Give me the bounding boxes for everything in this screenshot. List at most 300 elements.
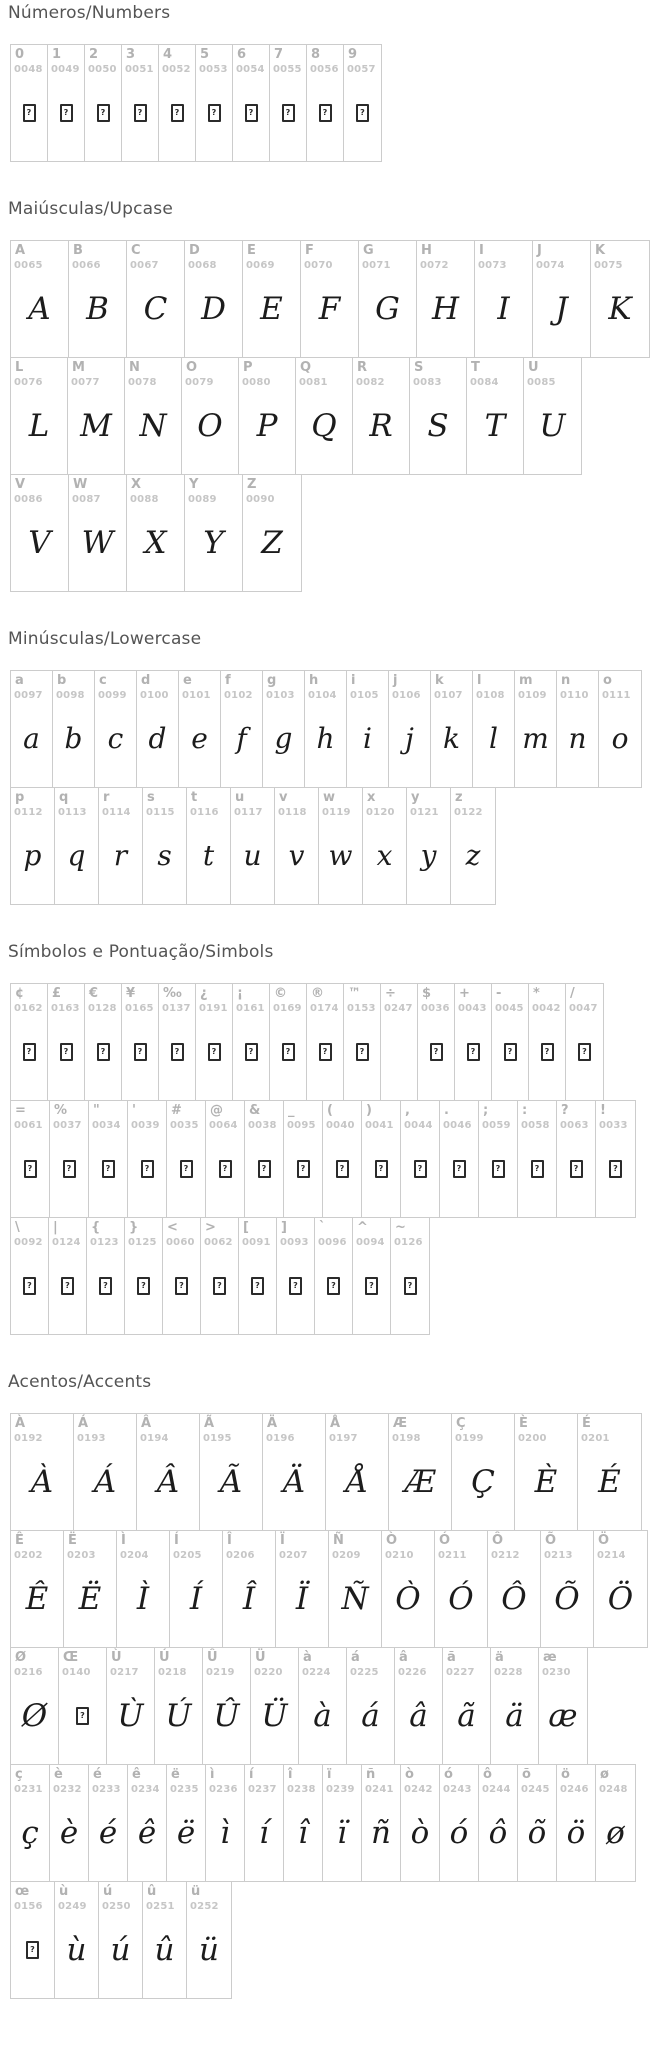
char-label: Ø xyxy=(15,1650,27,1665)
glyph-area xyxy=(196,75,232,161)
char-cell xyxy=(362,1765,401,1881)
char-label: ì xyxy=(210,1767,215,1782)
char-cell xyxy=(125,1218,163,1334)
char-label: U xyxy=(528,360,539,375)
char-code: 0070 xyxy=(304,259,333,271)
char-label: ü xyxy=(191,1884,201,1899)
script-glyph: W xyxy=(81,524,114,561)
char-code: 0100 xyxy=(140,689,169,701)
char-cell xyxy=(11,1218,49,1334)
char-label: Æ xyxy=(393,1416,408,1431)
glyph-area xyxy=(395,1678,442,1764)
char-code: 0250 xyxy=(102,1900,131,1912)
char-cell xyxy=(143,1882,187,1998)
char-code: 0194 xyxy=(140,1432,169,1444)
char-label: È xyxy=(519,1416,528,1431)
glyph-area xyxy=(245,1131,283,1217)
char-cell xyxy=(299,1648,347,1764)
script-glyph: I xyxy=(497,290,510,327)
glyph-area xyxy=(479,1795,517,1881)
script-glyph: i xyxy=(363,722,372,756)
char-cell xyxy=(276,1531,329,1647)
glyph-area xyxy=(323,1795,361,1881)
char-label: 1 xyxy=(52,47,62,62)
glyph-area xyxy=(418,1014,454,1100)
char-label: Ñ xyxy=(333,1533,344,1548)
section-title-lowercase: Minúsculas/Lowercase xyxy=(8,629,202,649)
char-cell xyxy=(407,788,451,904)
missing-glyph-box-icon: ? xyxy=(453,1160,466,1178)
char-code: 0110 xyxy=(560,689,589,701)
char-code: 0056 xyxy=(310,63,339,75)
char-cell xyxy=(11,1648,59,1764)
missing-glyph-box-icon: ? xyxy=(504,1043,517,1061)
script-glyph: e xyxy=(191,722,208,756)
script-glyph: X xyxy=(144,524,167,561)
missing-glyph-box-icon: ? xyxy=(76,1707,89,1725)
char-code: 0108 xyxy=(476,689,505,701)
char-label: $ xyxy=(422,986,432,1001)
glyph-area xyxy=(179,701,220,787)
script-glyph: Õ xyxy=(554,1580,580,1617)
missing-glyph-box-icon: ? xyxy=(23,1277,36,1295)
glyph-area xyxy=(99,1912,142,1998)
char-cell xyxy=(594,1531,647,1647)
glyph-area xyxy=(467,388,523,474)
char-label: q xyxy=(59,790,69,805)
char-cell xyxy=(475,241,533,357)
char-label: Z xyxy=(247,477,257,492)
char-label: K xyxy=(595,243,606,258)
glyph-area xyxy=(578,1444,641,1530)
char-label: F xyxy=(305,243,314,258)
char-cell xyxy=(11,1531,64,1647)
glyph-area xyxy=(99,818,142,904)
char-cell xyxy=(99,1882,143,1998)
glyph-area xyxy=(231,818,274,904)
glyph-area xyxy=(251,1678,298,1764)
char-label: í xyxy=(249,1767,254,1782)
section-lowercase xyxy=(10,629,661,905)
char-label: p xyxy=(15,790,25,805)
char-label: 5 xyxy=(200,47,210,62)
char-cell xyxy=(524,358,581,474)
char-cell xyxy=(401,1765,440,1881)
char-cell xyxy=(344,984,381,1100)
char-cell xyxy=(599,671,641,787)
glyph-area xyxy=(431,701,472,787)
script-glyph: Ô xyxy=(501,1580,527,1617)
script-glyph: n xyxy=(568,722,587,756)
glyph-area xyxy=(276,1561,328,1647)
char-code: 0220 xyxy=(254,1666,283,1678)
char-code: 0051 xyxy=(125,63,154,75)
script-glyph: P xyxy=(256,407,278,444)
char-label: I xyxy=(479,243,484,258)
char-code: 0202 xyxy=(14,1549,43,1561)
char-code: 0114 xyxy=(102,806,131,818)
char-label: @ xyxy=(210,1103,223,1118)
glyph-area xyxy=(541,1561,593,1647)
char-cell xyxy=(69,241,127,357)
glyph-area xyxy=(203,1678,250,1764)
char-cell xyxy=(127,241,185,357)
char-cell xyxy=(418,984,455,1100)
glyph-area xyxy=(185,271,242,357)
char-code: 0067 xyxy=(130,259,159,271)
char-code: 0243 xyxy=(443,1783,472,1795)
script-glyph: L xyxy=(28,407,50,444)
glyph-area xyxy=(382,1561,434,1647)
char-label: Å xyxy=(330,1416,341,1431)
char-cell xyxy=(11,788,55,904)
char-label: ã xyxy=(447,1650,456,1665)
glyph-area xyxy=(117,1561,169,1647)
char-label: Û xyxy=(207,1650,218,1665)
char-code: 0205 xyxy=(173,1549,202,1561)
char-code: 0230 xyxy=(542,1666,571,1678)
char-code: 0236 xyxy=(209,1783,238,1795)
missing-glyph-box-icon: ? xyxy=(541,1043,554,1061)
missing-glyph-box-icon: ? xyxy=(578,1043,591,1061)
char-table-symbols xyxy=(10,983,661,1335)
char-code: 0064 xyxy=(209,1119,238,1131)
char-cell xyxy=(431,671,473,787)
glyph-area xyxy=(451,818,495,904)
char-code: 0065 xyxy=(14,259,43,271)
char-cell xyxy=(435,1531,488,1647)
script-glyph: è xyxy=(59,1814,79,1851)
char-label: < xyxy=(167,1220,178,1235)
char-label: 3 xyxy=(126,47,136,62)
char-label: ñ xyxy=(366,1767,376,1782)
char-cell xyxy=(243,241,301,357)
script-glyph: N xyxy=(139,407,167,444)
char-label: á xyxy=(351,1650,360,1665)
script-glyph: Ø xyxy=(21,1697,48,1734)
missing-glyph-box-icon: ? xyxy=(180,1160,193,1178)
missing-glyph-box-icon: ? xyxy=(289,1277,302,1295)
char-code: 0227 xyxy=(446,1666,475,1678)
glyph-area xyxy=(87,1248,124,1334)
glyph-area xyxy=(296,388,352,474)
char-label: % xyxy=(54,1103,68,1118)
char-code: 0094 xyxy=(356,1236,385,1248)
char-code: 0245 xyxy=(521,1783,550,1795)
char-cell xyxy=(95,671,137,787)
glyph-area xyxy=(347,1678,394,1764)
char-label: ê xyxy=(132,1767,141,1782)
char-cell xyxy=(353,358,410,474)
char-cell xyxy=(85,45,122,161)
char-cell xyxy=(533,241,591,357)
char-cell xyxy=(11,475,69,591)
char-cell xyxy=(296,358,353,474)
char-label: ú xyxy=(103,1884,113,1899)
glyph-area xyxy=(69,505,126,591)
char-label: Ù xyxy=(111,1650,122,1665)
char-label: Y xyxy=(189,477,199,492)
char-label: ö xyxy=(561,1767,570,1782)
char-label: } xyxy=(129,1220,139,1235)
char-code: 0206 xyxy=(226,1549,255,1561)
char-code: 0089 xyxy=(188,493,217,505)
char-label: Ë xyxy=(68,1533,77,1548)
char-label: ; xyxy=(483,1103,489,1118)
char-code: 0234 xyxy=(131,1783,160,1795)
glyph-area xyxy=(323,1131,361,1217)
script-glyph: é xyxy=(98,1814,118,1851)
char-label: © xyxy=(274,986,287,1001)
char-code: 0079 xyxy=(185,376,214,388)
char-code: 0192 xyxy=(14,1432,43,1444)
glyph-area xyxy=(127,271,184,357)
char-label: > xyxy=(205,1220,216,1235)
missing-glyph-box-icon: ? xyxy=(319,1043,332,1061)
glyph-area xyxy=(243,271,300,357)
char-cell xyxy=(50,1101,89,1217)
char-label: \ xyxy=(15,1220,20,1235)
char-label: € xyxy=(89,986,99,1001)
missing-glyph-box-icon: ? xyxy=(609,1160,622,1178)
char-code: 0123 xyxy=(90,1236,119,1248)
missing-glyph-box-icon: ? xyxy=(171,104,184,122)
glyph-area xyxy=(305,701,346,787)
script-glyph: ó xyxy=(449,1814,469,1851)
glyph-area xyxy=(299,1678,346,1764)
char-cell xyxy=(382,1531,435,1647)
char-code: 0247 xyxy=(384,1002,413,1014)
glyph-area xyxy=(440,1131,478,1217)
script-glyph: â xyxy=(409,1697,428,1734)
glyph-area xyxy=(50,1131,88,1217)
char-label: Ä xyxy=(267,1416,278,1431)
char-code: 0196 xyxy=(266,1432,295,1444)
char-label: Á xyxy=(78,1416,89,1431)
char-label: à xyxy=(303,1650,312,1665)
char-code: 0092 xyxy=(14,1236,43,1248)
char-label: é xyxy=(93,1767,102,1782)
script-glyph: j xyxy=(405,722,414,756)
script-glyph: ä xyxy=(505,1697,524,1734)
script-glyph: x xyxy=(376,839,393,873)
char-cell xyxy=(443,1648,491,1764)
char-code: 0050 xyxy=(88,63,117,75)
glyph-area xyxy=(381,1014,417,1100)
missing-glyph-box-icon: ? xyxy=(23,1043,36,1061)
char-label: Î xyxy=(227,1533,232,1548)
char-code: 0053 xyxy=(199,63,228,75)
char-code: 0239 xyxy=(326,1783,355,1795)
char-code: 0038 xyxy=(248,1119,277,1131)
script-glyph: á xyxy=(361,1697,380,1734)
script-glyph: A xyxy=(28,290,51,327)
char-code: 0231 xyxy=(14,1783,43,1795)
glyph-area xyxy=(11,1444,73,1530)
char-label: X xyxy=(131,477,142,492)
glyph-area xyxy=(443,1678,490,1764)
glyph-area xyxy=(48,1014,84,1100)
char-label: Ã xyxy=(204,1416,215,1431)
char-label: T xyxy=(471,360,480,375)
char-cell xyxy=(389,1414,452,1530)
script-glyph: Ç xyxy=(471,1463,495,1500)
script-glyph: õ xyxy=(527,1814,547,1851)
char-label: G xyxy=(363,243,374,258)
char-code: 0246 xyxy=(560,1783,589,1795)
char-cell xyxy=(391,1218,429,1334)
char-cell xyxy=(307,45,344,161)
char-cell xyxy=(85,984,122,1100)
script-glyph: b xyxy=(64,722,83,756)
char-code: 0071 xyxy=(362,259,391,271)
char-code: 0081 xyxy=(299,376,328,388)
glyph-area xyxy=(245,1795,283,1881)
char-code: 0212 xyxy=(491,1549,520,1561)
char-code: 0251 xyxy=(146,1900,175,1912)
char-cell xyxy=(233,45,270,161)
char-cell xyxy=(353,1218,391,1334)
char-cell xyxy=(59,1648,107,1764)
char-code: 0219 xyxy=(206,1666,235,1678)
script-glyph: G xyxy=(375,290,400,327)
char-code: 0204 xyxy=(120,1549,149,1561)
missing-glyph-box-icon: ? xyxy=(141,1160,154,1178)
char-cell xyxy=(201,1218,239,1334)
missing-glyph-box-icon: ? xyxy=(60,1043,73,1061)
glyph-area xyxy=(11,818,54,904)
char-code: 0218 xyxy=(158,1666,187,1678)
char-cell xyxy=(452,1414,515,1530)
script-glyph: R xyxy=(369,407,393,444)
char-label: Ú xyxy=(159,1650,170,1665)
char-label: ^ xyxy=(357,1220,368,1235)
char-label: o xyxy=(603,673,612,688)
script-glyph: î xyxy=(298,1814,308,1851)
char-label: ¢ xyxy=(15,986,25,1001)
char-label: õ xyxy=(522,1767,531,1782)
char-code: 0098 xyxy=(56,689,85,701)
char-label: 9 xyxy=(348,47,358,62)
script-glyph: h xyxy=(316,722,335,756)
script-glyph: Ü xyxy=(261,1697,288,1734)
section-upcase xyxy=(10,199,661,592)
glyph-area xyxy=(11,271,68,357)
glyph-area xyxy=(515,701,556,787)
section-numbers xyxy=(10,3,661,162)
char-code: 0128 xyxy=(88,1002,117,1014)
char-cell xyxy=(50,1765,89,1881)
char-cell xyxy=(185,475,243,591)
glyph-area xyxy=(410,388,466,474)
char-table-upcase xyxy=(10,240,661,592)
glyph-area xyxy=(11,1795,49,1881)
glyph-area xyxy=(270,75,306,161)
script-glyph: ì xyxy=(220,1814,230,1851)
glyph-area xyxy=(515,1444,577,1530)
glyph-area xyxy=(89,1795,127,1881)
char-label: H xyxy=(421,243,432,258)
glyph-area xyxy=(11,1014,47,1100)
char-label: V xyxy=(15,477,26,492)
glyph-area xyxy=(137,701,178,787)
char-label: r xyxy=(103,790,110,805)
char-code: 0137 xyxy=(162,1002,191,1014)
glyph-area xyxy=(11,1678,58,1764)
glyph-area xyxy=(122,75,158,161)
glyph-area xyxy=(239,1248,276,1334)
glyph-area xyxy=(11,1131,49,1217)
script-glyph: ë xyxy=(176,1814,196,1851)
char-cell xyxy=(137,671,179,787)
char-label: C xyxy=(131,243,141,258)
char-cell xyxy=(11,241,69,357)
script-glyph: û xyxy=(154,1931,175,1968)
section-title-numbers: Números/Numbers xyxy=(8,3,171,23)
glyph-area xyxy=(362,1795,400,1881)
glyph-area xyxy=(55,818,98,904)
script-glyph: Î xyxy=(242,1580,256,1617)
glyph-area xyxy=(159,75,195,161)
char-code: 0035 xyxy=(170,1119,199,1131)
char-code: 0121 xyxy=(410,806,439,818)
char-label: ÷ xyxy=(385,986,396,1001)
char-code: 0107 xyxy=(434,689,463,701)
char-code: 0078 xyxy=(128,376,157,388)
char-code: 0072 xyxy=(420,259,449,271)
char-label: N xyxy=(129,360,140,375)
char-code: 0248 xyxy=(599,1783,628,1795)
char-cell xyxy=(451,788,495,904)
char-label: ® xyxy=(311,986,324,1001)
section-title-symbols: Símbolos e Pontuação/Simbols xyxy=(8,942,274,962)
char-code: 0162 xyxy=(14,1002,43,1014)
char-label: { xyxy=(91,1220,101,1235)
glyph-area xyxy=(185,505,242,591)
char-cell xyxy=(223,1531,276,1647)
char-code: 0211 xyxy=(438,1549,467,1561)
char-label: ( xyxy=(327,1103,333,1118)
char-label: Ò xyxy=(386,1533,398,1548)
glyph-area xyxy=(353,1248,390,1334)
char-label: ' xyxy=(132,1103,136,1118)
char-cell xyxy=(196,984,233,1100)
glyph-area xyxy=(11,1248,48,1334)
script-glyph: É xyxy=(598,1463,621,1500)
glyph-area xyxy=(452,1444,514,1530)
char-label: ! xyxy=(600,1103,606,1118)
script-glyph: d xyxy=(148,722,167,756)
char-cell xyxy=(167,1101,206,1217)
missing-glyph-box-icon: ? xyxy=(60,104,73,122)
char-code: 0238 xyxy=(287,1783,316,1795)
char-code: 0066 xyxy=(72,259,101,271)
char-code: 0244 xyxy=(482,1783,511,1795)
charmap-page xyxy=(10,3,661,1999)
char-cell xyxy=(55,1882,99,1998)
char-label: ] xyxy=(281,1220,287,1235)
char-label: * xyxy=(533,986,540,1001)
char-code: 0126 xyxy=(394,1236,423,1248)
char-cell xyxy=(440,1765,479,1881)
script-glyph: m xyxy=(522,722,549,756)
char-code: 0216 xyxy=(14,1666,43,1678)
char-code: 0091 xyxy=(242,1236,271,1248)
char-label: A xyxy=(15,243,26,258)
char-code: 0122 xyxy=(454,806,483,818)
glyph-area xyxy=(518,1131,556,1217)
char-cell xyxy=(48,984,85,1100)
